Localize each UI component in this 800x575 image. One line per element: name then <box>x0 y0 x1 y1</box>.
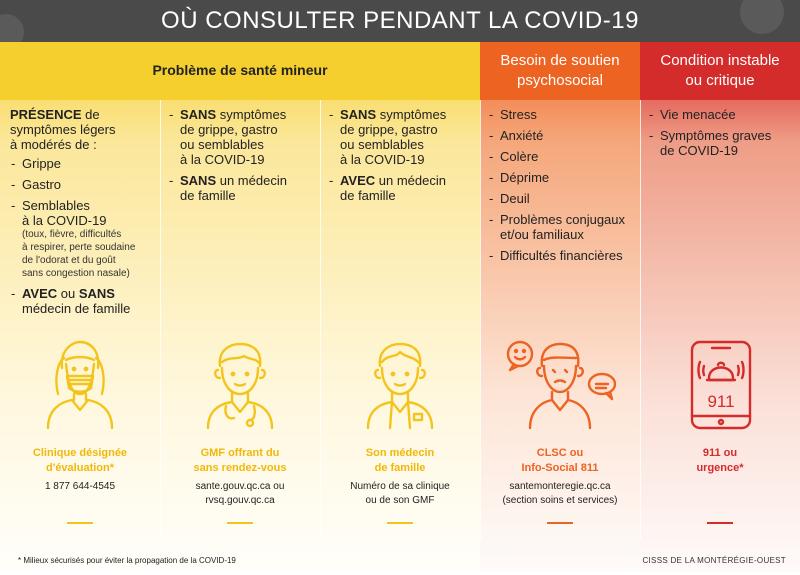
col2-text: - SANS symptômes de grippe, gastro ou semblables à la COVID-19 - SANS un médecin de famille <box>168 107 318 203</box>
col4-text: - Stress - Anxiété - Colère - Déprime - Deuil - Problèmes conjugaux et/ou familiaux - Difficultés financières <box>488 107 638 263</box>
separator-dash <box>227 522 253 524</box>
col2-location-label: GMF offrant du sans rendez-vous <box>193 447 287 474</box>
list-item: - Grippe <box>10 156 158 171</box>
column-divider <box>160 100 161 540</box>
column-divider <box>640 100 641 540</box>
list-item: - Problèmes conjugaux <box>488 212 638 227</box>
separator-dash <box>707 522 733 524</box>
header-critical-line2: ou critique <box>685 72 755 89</box>
credit: CISSS DE LA MONTÉRÉGIE-OUEST <box>642 556 786 565</box>
col5-location-label: 911 ou urgence* <box>696 447 744 474</box>
presence-label: PRÉSENCE <box>10 107 82 122</box>
header-critical-line1: Condition instable <box>660 52 780 69</box>
header-minor: Problème de santé mineur <box>152 62 328 78</box>
list-item: - Stress <box>488 107 638 122</box>
col2-links: sante.gouv.qc.ca ou rvsq.gouv.qc.ca <box>195 481 285 506</box>
separator-dash <box>67 522 93 524</box>
doctor-icon <box>364 340 436 430</box>
col4-location-label: CLSC ou Info-Social 811 <box>521 447 599 474</box>
list-item: - Deuil <box>488 191 638 206</box>
list-item: - Gastro <box>10 177 158 192</box>
page-title: OÙ CONSULTER PENDANT LA COVID-19 <box>161 7 639 34</box>
list-item: - Vie menacée <box>648 107 798 122</box>
col3-location-label: Son médecin de famille <box>365 447 435 474</box>
col1-location-label: Clinique désignée d'évaluation* <box>32 447 128 474</box>
header-psychosocial <box>480 51 640 91</box>
col5-text: - Vie menacée - Symptômes graves de COVID-19 <box>648 107 798 158</box>
list-item: - SANS un médecin <box>168 173 318 188</box>
col1-text: PRÉSENCE de symptômes légers à modérés de : - Grippe - Gastro - Semblables à la COVID-19 (toux, fièvre, difficultés à respirer, perte soudaine de l'odorat et du goût sans congestion nasale) - AVEC ou SANS médecin de famille <box>10 107 158 316</box>
footnote: * Milieux sécurisés pour éviter la propagation de la COVID-19 <box>18 556 236 565</box>
col3-text: - SANS symptômes de grippe, gastro ou semblables à la COVID-19 - AVEC un médecin de famille <box>328 107 478 203</box>
phone-911-number: 911 <box>707 392 735 411</box>
list-item: - AVEC ou SANS <box>10 286 158 301</box>
list-item: - SANS symptômes <box>168 107 318 122</box>
column-divider <box>320 100 321 540</box>
column-divider <box>480 100 481 540</box>
col1-phone: 1 877 644-4545 <box>44 481 116 492</box>
list-item: - SANS symptômes <box>328 107 478 122</box>
header-critical <box>640 51 800 91</box>
list-item: - Anxiété <box>488 128 638 143</box>
separator-dash <box>387 522 413 524</box>
symptom-details: (toux, fièvre, difficultés à respirer, perte soudaine de l'odorat et du goût sans congestion nasale) <box>22 229 136 279</box>
list-item: - Semblables <box>10 198 158 213</box>
col4-links: santemonteregie.qc.ca (section soins et services) <box>502 481 618 506</box>
person-chat-icon <box>506 336 616 430</box>
list-item: - AVEC un médecin <box>328 173 478 188</box>
col3-contact: Numéro de sa clinique ou de son GMF <box>350 481 450 506</box>
header-psychosocial-line2: psychosocial <box>517 72 603 89</box>
list-item: - Symptômes graves <box>648 128 798 143</box>
separator-dash <box>547 522 573 524</box>
header-psychosocial-line1: Besoin de soutien <box>500 52 620 69</box>
list-item: - Difficultés financières <box>488 248 638 263</box>
masked-woman-icon <box>42 338 118 430</box>
title-bar <box>0 0 800 42</box>
phone-911-icon <box>686 338 756 432</box>
list-item: - Colère <box>488 149 638 164</box>
doctor-stethoscope-icon <box>204 340 276 430</box>
list-item: - Déprime <box>488 170 638 185</box>
